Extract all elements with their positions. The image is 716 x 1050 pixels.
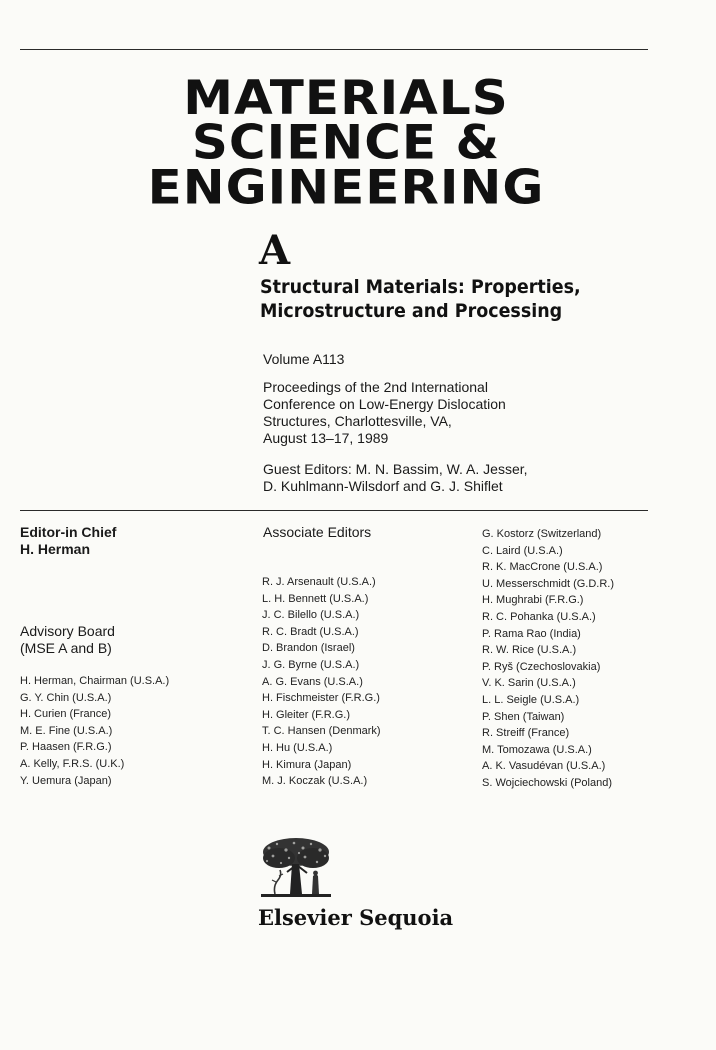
journal-masthead: [116, 70, 576, 215]
list-item: H. Kimura (Japan): [262, 758, 352, 771]
advisory-board-sublabel: (MSE A and B): [20, 640, 112, 656]
masthead-line-2: SCIENCE &: [191, 114, 501, 171]
list-item: P. Haasen (F.R.G.): [20, 741, 112, 754]
associate-editors-column-2: [482, 526, 614, 792]
list-item: G. Kostorz (Switzerland): [482, 528, 602, 540]
list-item: V. K. Sarin (U.S.A.): [482, 677, 576, 690]
proceedings-line: August 13–17, 1989: [263, 430, 389, 446]
list-item: H. Hu (U.S.A.): [262, 741, 333, 754]
top-rule: [20, 49, 648, 50]
associate-editors-label: Associate Editors: [263, 524, 372, 540]
list-item: P. Shen (Taiwan): [482, 710, 565, 723]
masthead-line-1: MATERIALS: [183, 70, 509, 126]
list-item: H. Fischmeister (F.R.G.): [262, 692, 380, 705]
publisher-name: Elsevier Sequoia: [258, 905, 454, 930]
list-item: S. Wojciechowski (Poland): [482, 776, 613, 789]
list-item: M. E. Fine (U.S.A.): [20, 724, 113, 737]
list-item: R. C. Bradt (U.S.A.): [262, 625, 359, 638]
list-item: M. Tomozawa (U.S.A.): [482, 743, 592, 756]
list-item: L. L. Seigle (U.S.A.): [482, 693, 580, 706]
list-item: J. G. Byrne (U.S.A.): [262, 658, 360, 671]
subtitle-line-1: Structural Materials: Properties,: [260, 276, 581, 298]
list-item: R. Streiff (France): [482, 727, 570, 740]
list-item: R. J. Arsenault (U.S.A.): [262, 576, 376, 588]
guest-editors-line: D. Kuhlmann-Wilsdorf and G. J. Shiflet: [263, 478, 503, 494]
editor-in-chief-name: H. Herman: [20, 541, 91, 557]
list-item: U. Messerschmidt (G.D.R.): [482, 577, 615, 590]
volume-number: Volume A113: [263, 351, 345, 367]
list-item: A. Kelly, F.R.S. (U.K.): [20, 757, 125, 770]
list-item: R. K. MacCrone (U.S.A.): [482, 561, 603, 574]
list-item: H. Curien (France): [20, 708, 112, 721]
advisory-board-list: [20, 673, 169, 789]
elsevier-tree-logo-icon: [259, 836, 333, 905]
proceedings-line: Structures, Charlottesville, VA,: [263, 413, 452, 429]
journal-subtitle: [260, 275, 581, 323]
proceedings-line: Proceedings of the 2nd International: [263, 379, 488, 395]
list-item: L. H. Bennett (U.S.A.): [262, 592, 369, 605]
list-item: Y. Uemura (Japan): [20, 774, 112, 787]
proceedings-title: [263, 379, 506, 447]
list-item: A. G. Evans (U.S.A.): [262, 675, 363, 688]
section-letter: A: [259, 227, 291, 274]
list-item: H. Herman, Chairman (U.S.A.): [20, 675, 170, 687]
editorial-rule: [20, 510, 648, 511]
list-item: P. Ryš (Czechoslovakia): [482, 660, 601, 673]
list-item: T. C. Hansen (Denmark): [262, 725, 381, 738]
list-item: M. J. Koczak (U.S.A.): [262, 775, 368, 788]
editor-in-chief-label: Editor-in Chief: [20, 524, 117, 540]
masthead-line-3: ENGINEERING: [147, 159, 545, 215]
list-item: P. Rama Rao (India): [482, 627, 581, 640]
list-item: A. K. Vasudévan (U.S.A.): [482, 760, 606, 773]
list-item: R. W. Rice (U.S.A.): [482, 644, 577, 657]
list-item: G. Y. Chin (U.S.A.): [20, 691, 112, 704]
list-item: D. Brandon (Israel): [262, 642, 355, 655]
list-item: J. C. Bilello (U.S.A.): [262, 609, 360, 622]
list-item: H. Mughrabi (F.R.G.): [482, 594, 584, 607]
guest-editors: [263, 461, 528, 495]
list-item: R. C. Pohanka (U.S.A.): [482, 610, 596, 623]
proceedings-line: Conference on Low-Energy Dislocation: [263, 396, 506, 412]
subtitle-line-2: Microstructure and Processing: [260, 300, 563, 322]
associate-editors-column-1: [262, 574, 381, 790]
advisory-board-label: Advisory Board: [20, 623, 115, 639]
guest-editors-line: Guest Editors: M. N. Bassim, W. A. Jesser,: [263, 461, 528, 477]
list-item: H. Gleiter (F.R.G.): [262, 708, 351, 721]
list-item: C. Laird (U.S.A.): [482, 544, 563, 557]
